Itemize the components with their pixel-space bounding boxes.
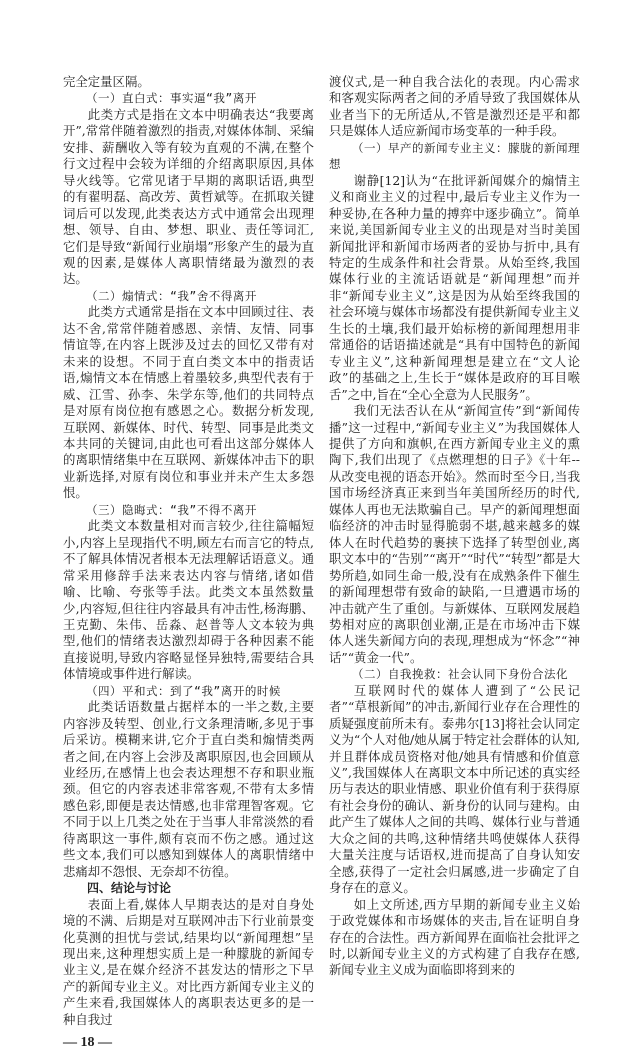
page-number: — 18 — bbox=[63, 1035, 112, 1051]
paragraph: 此类方式通常是指在文本中回顾过往、表达不舍,常常伴随着感恩、亲情、友情、同事情谊等,在内容上既涉及过去的回忆又带有对未来的设想。不同于直白类文本中的指责话语,煽情文本在情感上着墨较多,典型代表有于威、江雪、孙李、朱学东等,他们的共同特点是对原有岗位抱有感恩之心。数据分析发现,互联网、新媒体、时代、转型、同事是此类文本共同的关键词,由此也可看出这部分媒体人的离职情绪集中在互联网、新媒体冲击下的职业新选择,对原有岗位和事业并未产生太多怨恨。 bbox=[63, 304, 314, 501]
section-heading: （四）平和式：到了“我”离开的时候 bbox=[86, 683, 281, 698]
paragraph: 此类文本数量相对而言较少,往往篇幅短小,内容上呈现指代不明,顾左右而言它的特点,不了解具体情况者根本无法理解话语意义。通常采用修辞手法来表达内容与情绪,诸如借喻、比喻、夸张等手法。此类文本虽然数量少,内容短,但往往内容最具有冲击性,杨海鹏、王克勤、朱伟、岳淼、赵普等人文本较为典型,他们的情绪表达激烈却碍于各种因素不能直接说明,导致内容略显怪异独特,需要结合具体情境或事件进行解读。 bbox=[63, 518, 314, 682]
section-heading: （一）直白式：事实逼“我”离开 bbox=[86, 91, 257, 106]
section-heading: （二）自我挽救：社会认同下身份合法化 bbox=[352, 667, 568, 682]
paragraph: 互联网时代的媒体人遭到了“公民记者”“草根新闻”的冲击,新闻行业存在合理性的质疑强度前所未有。泰弗尔[13]将社会认同定义为“个人对他/她从属于特定社会群体的认知,并且群体成员资格对他/她具有情感和价值意义”,我国媒体人在离职文本中所记述的真实经历与表达的职业情感、职业价值有利于获得原有社会身份的确认、新身份的认同与建构。由此产生了媒体人之间的共鸣、媒体行业与普通大众之间的共鸣,这种情绪共鸣使媒体人获得大量关注度与话语权,进而提高了自身认知安全感,获得了一定社会归属感,进一步确定了自身存在的意义。 bbox=[329, 682, 580, 896]
paragraph: 渡仪式,是一种自我合法化的表现。内心需求和客观实际两者之间的矛盾导致了我国媒体从业者当下的无所适从,不管是激烈还是平和都只是媒体人适应新闻市场变革的一种手段。 bbox=[329, 74, 580, 139]
paragraph: 我们无法否认在从“新闻宣传”到“新闻传播”这一过程中,“新闻专业主义”为我国媒体人提供了方向和旗帜,在西方新闻专业主义的熏陶下,我们出现了《点燃理想的日子》《十年--从改变电视的语态开始》。然而时至今日,当我国市场经济真正来到当年美国所经历的时代,媒体人再也无法欺骗自己。早产的新闻理想面临经济的冲击时显得脆弱不堪,越来越多的媒体人在时代趋势的裹挟下选择了转型创业,离职文本中的“告别”“离开”“时代”“转型”都是大势所趋,如同生命一般,没有在成熟条件下催生的新闻理想带有致命的缺陷,一旦遭遇市场的冲击就产生了重创。与新媒体、互联网发展趋势相对应的离职创业潮,正是在市场冲击下媒体人迷失新闻方向的表现,理想成为“怀念”“神话”“黄金一代”。 bbox=[329, 403, 580, 665]
paragraph: 如上文所述,西方早期的新闻专业主义始于政党媒体和市场媒体的夹击,旨在证明自身存在的合法性。西方新闻界在面临社会批评之时,以新闻专业主义的方式构建了自我存在感,新闻专业主义成为面临即将到来的 bbox=[329, 896, 580, 978]
paragraph: 谢静[12]认为“在批评新闻媒介的煽情主义和商业主义的过程中,最后专业主义作为一种妥协,在各种力量的搏弈中逐步确立”。简单来说,美国新闻专业主义的出现是对当时美国新闻批评和新闻市场两者的妥协与折中,具有特定的生成条件和社会背景。从始至终,我国媒体行业的主流话语就是“新闻理想”而并非“新闻专业主义”,这是因为从始至终我国的社会环境与媒体市场都没有提供新闻专业主义生长的土壤,我们最开始标榜的新闻理想用非常通俗的话语描述就是“具有中国特色的新闻专业主义”,这种新闻理想是建立在“文人论政”的基础之上,生长于“媒体是政府的耳目喉舌”之中,旨在“全心全意为人民服务”。 bbox=[329, 172, 580, 402]
paragraph: 完全定量区隔。 bbox=[63, 74, 150, 89]
left-column bbox=[63, 74, 314, 1052]
section-heading: （一）早产的新闻专业主义：朦胧的新闻理想 bbox=[329, 140, 580, 172]
paragraph: 此类方式是指在文本中明确表达“我要离开”,常常伴随着激烈的指责,对媒体体制、采编安排、薪酬收入等有较为直观的不满,在整个行文过程中会较为详细的介绍离职原因,具体导火线等。它常见诸于早期的离职话语,典型的有翟明磊、高改芳、黄哲斌等。在抓取关键词后可以发现,此类表达方式中通常会出现理想、领导、自由、梦想、职业、责任等词汇,它们是导致“新闻行业崩塌”形象产生的最为直观的因素,是媒体人离职情绪最为激烈的表达。 bbox=[63, 106, 314, 287]
section-heading: （三）隐晦式：“我”不得不离开 bbox=[86, 502, 257, 517]
section-heading: （二）煽情式：“我”舍不得离开 bbox=[86, 288, 257, 303]
right-column bbox=[329, 74, 580, 979]
paragraph: 此类话语数量占据样本的一半之数,主要内容涉及转型、创业,行文条理清晰,多见于事后采访。模糊来讲,它介于直白类和煽情类两者之间,在内容上会涉及离职原因,也会回顾从业经历,在感情上也会表达理想不存和职业瓶颈。但它的内容表述非常客观,不带有太多情感色彩,即便是表达情感,也非常理智客观。它不同于以上几类之处在于当事人非常淡然的看待离职这一事件,颇有哀而不伤之感。通过这些文本,我们可以感知到媒体人的离职情绪中悲痛却不怨恨、无奈却不彷徨。 bbox=[63, 699, 314, 879]
section-heading: 四、结论与讨论 bbox=[87, 881, 172, 896]
paragraph: 表面上看,媒体人早期表达的是对自身处境的不满、后期是对互联网冲击下行业前景变化莫测的担忧与尝试,结果均以“新闻理想”呈现出来,这种理想实质上是一种朦胧的新闻专业主义,是在媒介经济不甚发达的情形之下早产的新闻专业主义。对比西方新闻专业主义的产生来看,我国媒体人的离职表达更多的是一种自我过 bbox=[63, 896, 314, 1027]
